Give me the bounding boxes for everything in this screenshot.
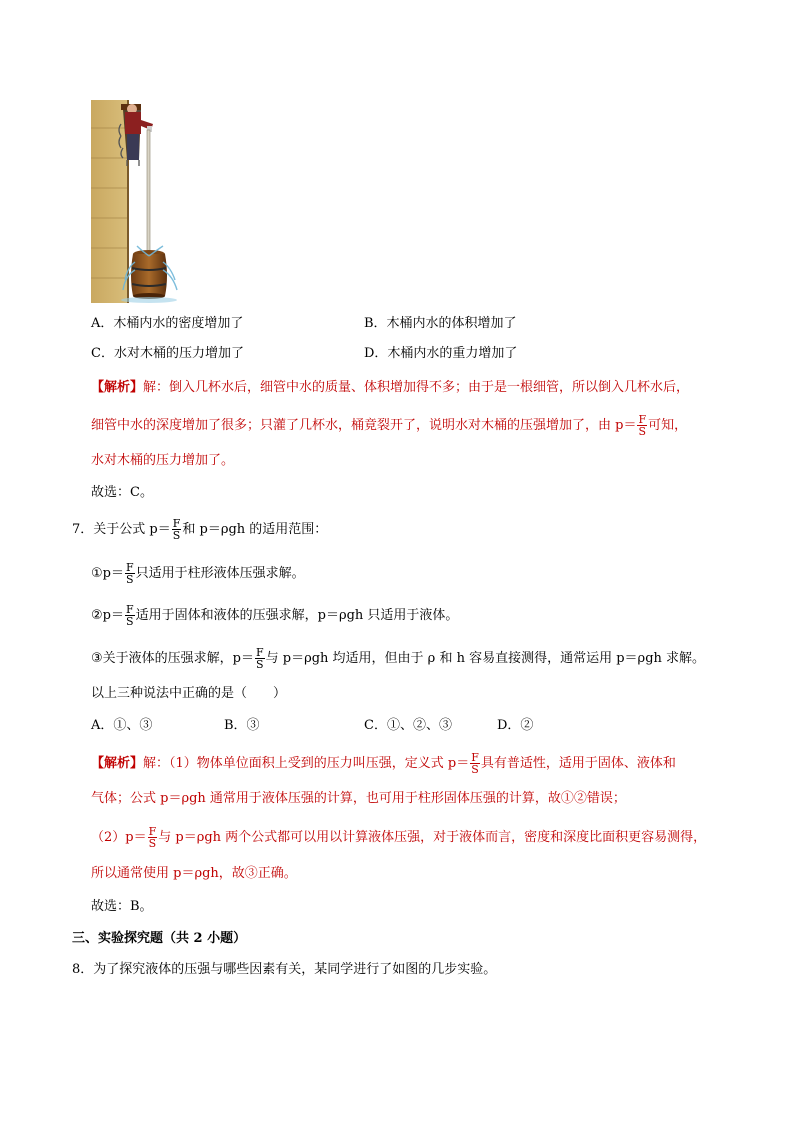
analysis-tag: 【解析】 — [91, 380, 144, 395]
pressure-fraction: $\frac{F}{S}$ — [125, 603, 134, 628]
q7-analysis-line4: 所以通常使用 p＝ρgh，故③正确。 — [91, 866, 297, 881]
q6-option-a: A．木桶内水的密度增加了 — [91, 316, 244, 331]
q7-analysis-line1: 【解析】解：（1）物体单位面积上受到的压力叫压强，定义式 p＝ $\frac{F}{S}$ 具有普适性，适用于固体、液体和 — [91, 751, 676, 776]
q7-option-c: C．①、②、③ — [364, 718, 452, 733]
q8-stem: 8．为了探究液体的压强与哪些因素有关，某同学进行了如图的几步实验。 — [72, 962, 497, 977]
q6-analysis-line2: 细管中水的深度增加了很多；只灌了几杯水，桶竟裂开了，说明水对木桶的压强增加了，由 p＝ $\frac{F}{S}$ 可知， — [91, 413, 688, 438]
q7-question: 以上三种说法中正确的是（ ） — [91, 686, 287, 701]
q7-stem: 7．关于公式 p＝ $\frac{F}{S}$ 和 p＝ρgh 的适用范围： — [72, 517, 328, 542]
q7-option-a: A．①、③ — [91, 718, 153, 733]
q6-option-b: B．木桶内水的体积增加了 — [364, 316, 517, 331]
analysis-tag: 【解析】 — [91, 756, 144, 771]
pressure-fraction: $\frac{F}{S}$ — [638, 413, 647, 438]
section-heading: 三、实验探究题（共 2 小题） — [72, 931, 247, 946]
q6-option-c: C．水对木桶的压力增加了 — [91, 346, 244, 361]
q6-analysis-text1: 解：倒入几杯水后，细管中水的质量、体积增加得不多；由于是一根细管，所以倒入几杯水后， — [143, 380, 690, 395]
pressure-fraction: $\frac{F}{S}$ — [255, 646, 264, 671]
pressure-fraction: $\frac{F}{S}$ — [172, 517, 181, 542]
q6-analysis-line1 — [91, 380, 689, 396]
q7-item-1: ①p＝ $\frac{F}{S}$ 只适用于柱形液体压强求解。 — [91, 561, 305, 586]
q7-item-2: ②p＝ $\frac{F}{S}$ 适用于固体和液体的压强求解，p＝ρgh 只适用于液体。 — [91, 603, 459, 628]
q7-item-3: ③关于液体的压强求解，p＝ $\frac{F}{S}$ 与 p＝ρgh 均适用，但由于 ρ 和 h 容易直接测得，通常运用 p＝ρgh 求解。 — [91, 646, 706, 671]
q6-answer: 故选：C。 — [91, 485, 153, 500]
pressure-fraction: $\frac{F}{S}$ — [125, 561, 134, 586]
q7-analysis-line3: （2）p＝ $\frac{F}{S}$ 与 p＝ρgh 两个公式都可以用以计算液体压强，对于液体而言，密度和深度比面积更容易测得， — [91, 825, 707, 850]
q7-option-d: D．② — [497, 718, 534, 733]
pressure-fraction: $\frac{F}{S}$ — [471, 751, 479, 776]
q6-option-d: D．木桶内水的重力增加了 — [364, 346, 518, 361]
q6-analysis-line3: 水对木桶的压力增加了。 — [91, 453, 235, 468]
q7-answer: 故选：B。 — [91, 899, 153, 914]
pressure-fraction: $\frac{F}{S}$ — [148, 825, 157, 850]
q6-analysis-text2: 细管中水的深度增加了很多；只灌了几杯水，桶竟裂开了，说明水对木桶的压强增加了，由 p＝ — [91, 418, 637, 433]
q7-analysis-line2: 气体；公式 p＝ρgh 通常用于液体压强的计算，也可用于柱形固体压强的计算，故①②错误； — [91, 791, 626, 806]
barrel-experiment-figure — [91, 100, 181, 303]
q7-option-b: B．③ — [224, 718, 260, 733]
